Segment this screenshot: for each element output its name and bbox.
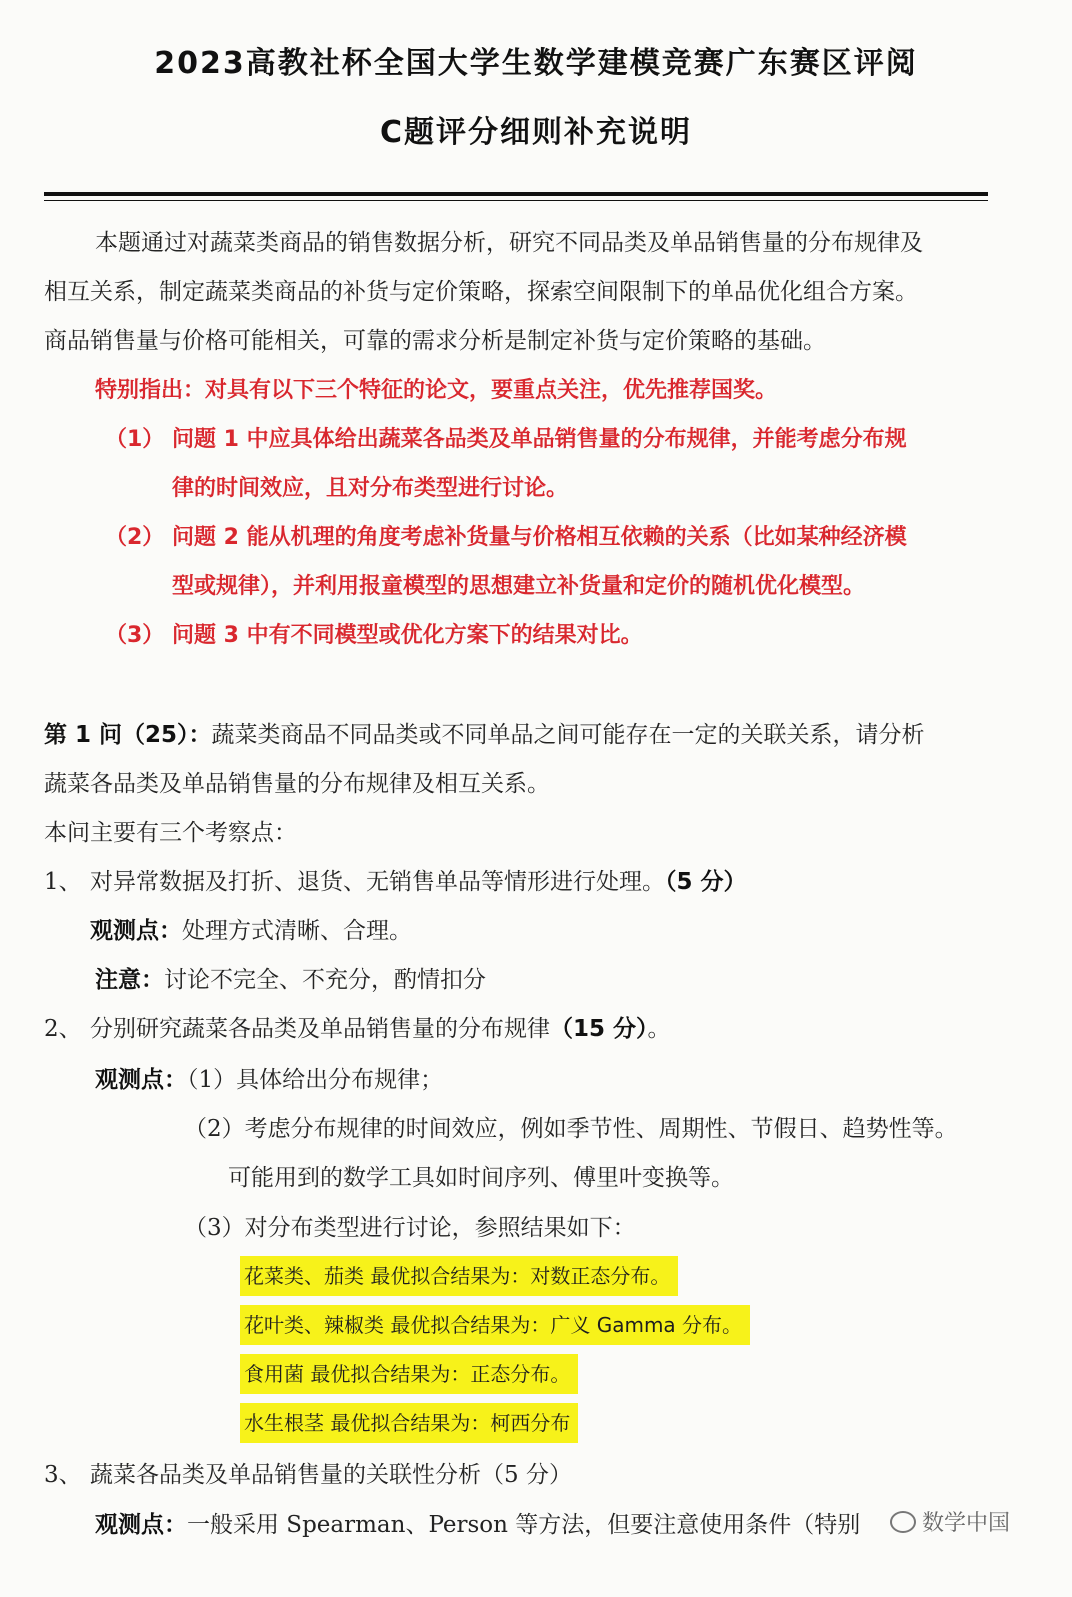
special-item-3-line-1: 问题 3 中有不同模型或优化方案下的结果对比。 [172, 623, 643, 648]
fit-result-1: 花菜类、茄类 最优拟合结果为：对数正态分布。 [240, 1256, 678, 1296]
point-3-text: 蔬菜各品类及单品销售量的关联性分析（5 分） [90, 1462, 572, 1488]
fit-result-3: 食用菌 最优拟合结果为：正态分布。 [240, 1354, 578, 1394]
point-3-obs-label: 观测点： [95, 1512, 187, 1538]
fit-result-4: 水生根茎 最优拟合结果为：柯西分布 [240, 1403, 578, 1443]
q1-line-1 [44, 720, 925, 750]
point-2-sub-2b: 可能用到的数学工具如时间序列、傅里叶变换等。 [228, 1165, 734, 1191]
special-item-1-num: （1） [105, 427, 165, 452]
point-1-text: 对异常数据及打折、退货、无销售单品等情形进行处理。 [90, 869, 665, 895]
q1-text-2: 蔬菜各品类及单品销售量的分布规律及相互关系。 [44, 771, 550, 797]
point-2-sub-1: （1）具体给出分布规律； [187, 1067, 444, 1093]
point-1-note [95, 965, 486, 995]
document-subtitle: C题评分细则补充说明 [379, 115, 693, 150]
title-divider-thin [44, 200, 988, 201]
point-1-note-text: 讨论不完全、不充分，酌情扣分 [164, 967, 486, 993]
q1-text-1: 蔬菜类商品不同品类或不同单品之间可能存在一定的关联关系，请分析 [211, 722, 925, 748]
watermark-text: 数学中国 [922, 1511, 1011, 1536]
point-2-sub-2a: （2）考虑分布规律的时间效应，例如季节性、周期性、节假日、趋势性等。 [184, 1116, 958, 1142]
watermark [890, 1506, 1010, 1537]
point-2-observation [95, 1065, 443, 1095]
fit-result-2: 花叶类、辣椒类 最优拟合结果为：广义 Gamma 分布。 [240, 1305, 750, 1345]
point-1-observation [90, 916, 412, 946]
point-2-obs-label: 观测点： [95, 1067, 187, 1093]
special-item-2-line-2: 型或规律），并利用报童模型的思想建立补货量和定价的随机优化模型。 [172, 574, 866, 599]
point-2-sub-3: （3）对分布类型进行讨论，参照结果如下： [184, 1215, 636, 1241]
special-item-2-num: （2） [105, 525, 165, 550]
point-1-line [90, 867, 747, 897]
intro-line-3: 商品销售量与价格可能相关，可靠的需求分析是制定补货与定价策略的基础。 [44, 328, 826, 354]
point-1-obs-text: 处理方式清晰、合理。 [182, 918, 412, 944]
q1-intro: 本问主要有三个考察点： [44, 820, 297, 846]
intro-line-2: 相互关系，制定蔬菜类商品的补货与定价策略，探索空间限制下的单品优化组合方案。 [44, 279, 918, 305]
point-1-note-label: 注意： [95, 967, 164, 993]
special-item-1-line-1: 问题 1 中应具体给出蔬菜各品类及单品销售量的分布规律，并能考虑分布规 [172, 427, 907, 452]
point-3-num: 3、 [44, 1462, 82, 1488]
point-1-score: （5 分） [665, 869, 747, 895]
title-divider-thick [44, 192, 988, 196]
special-item-2-line-1: 问题 2 能从机理的角度考虑补货量与价格相互依赖的关系（比如某种经济模 [172, 525, 907, 550]
q1-label: 第 1 问（25）： [44, 722, 212, 748]
point-1-obs-label: 观测点： [90, 918, 182, 944]
special-item-1-line-2: 律的时间效应，且对分布类型进行讨论。 [172, 476, 569, 501]
point-2-score: （15 分） [550, 1016, 648, 1042]
document-title: 2023高教社杯全国大学生数学建模竞赛广东赛区评阅 [154, 46, 918, 81]
special-heading: 特别指出：对具有以下三个特征的论文，要重点关注，优先推荐国奖。 [95, 378, 778, 403]
point-2-num: 2、 [44, 1016, 82, 1042]
intro-line-1: 本题通过对蔬菜类商品的销售数据分析，研究不同品类及单品销售量的分布规律及 [95, 230, 923, 256]
point-1-num: 1、 [44, 869, 82, 895]
special-item-3-num: （3） [105, 623, 165, 648]
wechat-icon [890, 1511, 916, 1533]
point-3-obs-text: 一般采用 Spearman、Person 等方法，但要注意使用条件（特别 [187, 1512, 861, 1538]
point-2-line [90, 1014, 671, 1044]
point-2-tail: 。 [647, 1016, 671, 1042]
point-3-observation [95, 1510, 860, 1540]
point-2-text: 分别研究蔬菜各品类及单品销售量的分布规律 [90, 1016, 550, 1042]
